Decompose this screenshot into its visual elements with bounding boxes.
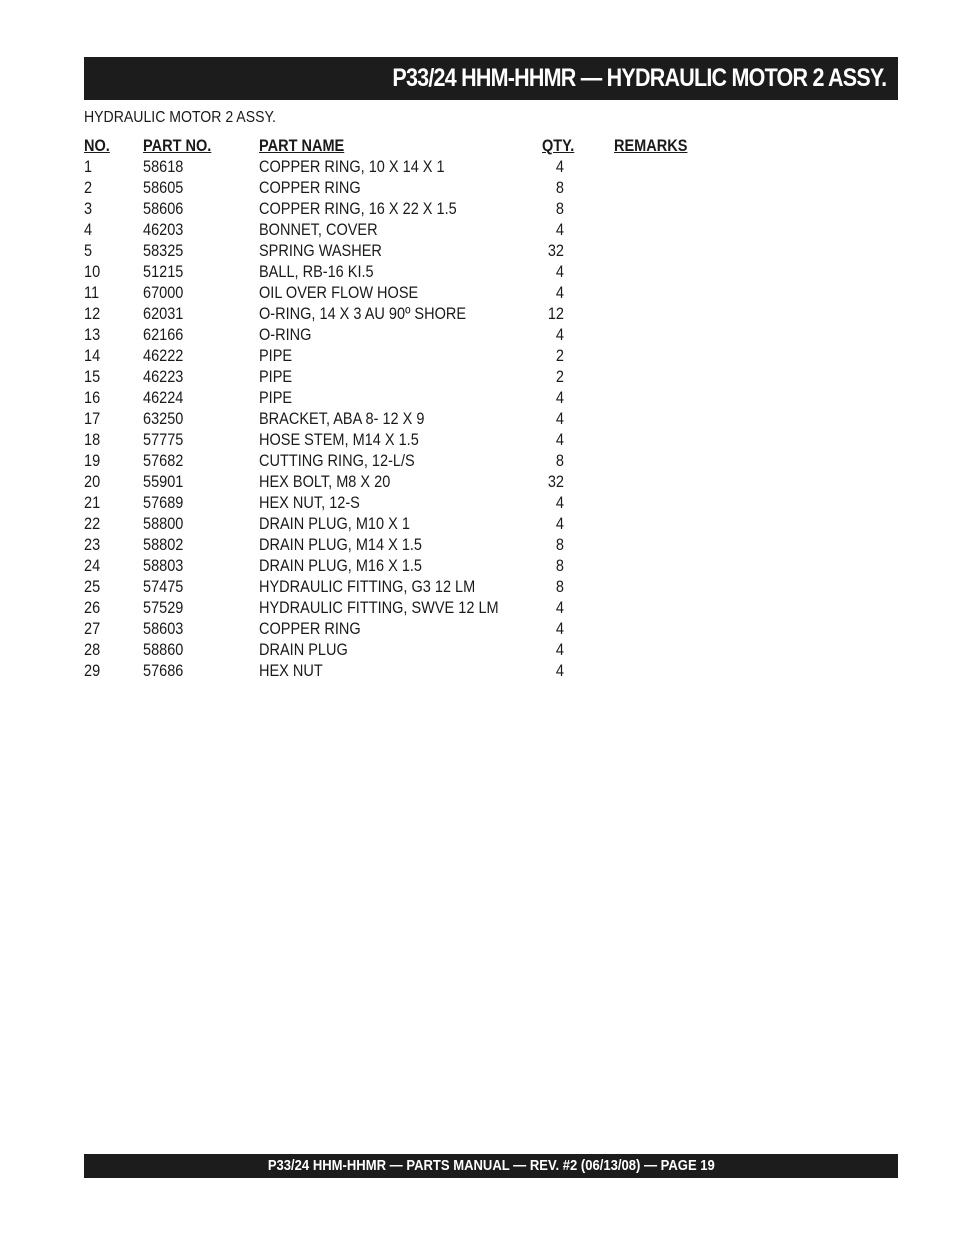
cell-part-name: PIPE <box>259 347 293 365</box>
cell-part-name: DRAIN PLUG, M14 X 1.5 <box>259 536 423 554</box>
footer-bar <box>84 1154 898 1178</box>
cell-no: 21 <box>84 494 101 512</box>
cell-part-no: 58325 <box>143 242 184 260</box>
table-row <box>84 241 724 262</box>
cell-part-no: 63250 <box>143 410 184 428</box>
column-header-part-no: PART NO. <box>143 137 212 155</box>
table-row <box>84 577 724 598</box>
table-row <box>84 157 724 178</box>
cell-no: 27 <box>84 620 101 638</box>
cell-no: 16 <box>84 389 101 407</box>
cell-part-name: HYDRAULIC FITTING, SWVE 12 LM <box>259 599 499 617</box>
cell-part-name: BRACKET, ABA 8- 12 X 9 <box>259 410 425 428</box>
cell-part-name: COPPER RING <box>259 179 361 197</box>
cell-part-name: HEX NUT, 12-S <box>259 494 360 512</box>
cell-qty: 8 <box>555 557 564 575</box>
cell-part-no: 57689 <box>143 494 184 512</box>
cell-no: 1 <box>84 158 93 176</box>
table-row <box>84 325 724 346</box>
cell-qty: 4 <box>555 158 564 176</box>
column-header-part-name: PART NAME <box>259 137 345 155</box>
cell-qty: 32 <box>547 473 564 491</box>
cell-no: 15 <box>84 368 101 386</box>
cell-part-no: 58803 <box>143 557 184 575</box>
cell-part-name: BONNET, COVER <box>259 221 378 239</box>
table-row <box>84 598 724 619</box>
cell-no: 22 <box>84 515 101 533</box>
cell-qty: 4 <box>555 284 564 302</box>
table-row <box>84 388 724 409</box>
cell-qty: 32 <box>547 242 564 260</box>
table-row <box>84 283 724 304</box>
cell-part-name: HEX NUT <box>259 662 323 680</box>
cell-no: 19 <box>84 452 101 470</box>
cell-part-name: OIL OVER FLOW HOSE <box>259 284 419 302</box>
table-row <box>84 430 724 451</box>
cell-no: 14 <box>84 347 101 365</box>
cell-part-name: PIPE <box>259 368 293 386</box>
table-row <box>84 346 724 367</box>
cell-qty: 4 <box>555 620 564 638</box>
table-row <box>84 199 724 220</box>
cell-part-no: 57686 <box>143 662 184 680</box>
cell-part-no: 58618 <box>143 158 184 176</box>
cell-qty: 4 <box>555 263 564 281</box>
table-body <box>84 157 724 682</box>
cell-no: 26 <box>84 599 101 617</box>
table-row <box>84 619 724 640</box>
cell-part-no: 67000 <box>143 284 184 302</box>
cell-part-name: DRAIN PLUG <box>259 641 348 659</box>
cell-part-name: O-RING <box>259 326 312 344</box>
cell-qty: 4 <box>555 431 564 449</box>
cell-part-name: PIPE <box>259 389 293 407</box>
cell-qty: 2 <box>555 347 564 365</box>
cell-part-name: DRAIN PLUG, M10 X 1 <box>259 515 410 533</box>
table-row <box>84 178 724 199</box>
cell-qty: 8 <box>555 200 564 218</box>
cell-no: 24 <box>84 557 101 575</box>
cell-part-no: 57475 <box>143 578 184 596</box>
footer-text: P33/24 HHM-HHMR — PARTS MANUAL — REV. #2 (06/13/08) — PAGE 19 <box>267 1158 715 1174</box>
cell-part-name: O-RING, 14 X 3 AU 90º SHORE <box>259 305 467 323</box>
cell-qty: 8 <box>555 578 564 596</box>
cell-part-name: HOSE STEM, M14 X 1.5 <box>259 431 419 449</box>
cell-no: 5 <box>84 242 93 260</box>
table-row <box>84 262 724 283</box>
cell-qty: 4 <box>555 662 564 680</box>
cell-no: 10 <box>84 263 101 281</box>
table-row <box>84 367 724 388</box>
table-row <box>84 556 724 577</box>
cell-qty: 8 <box>555 452 564 470</box>
cell-part-no: 57529 <box>143 599 184 617</box>
column-header-qty: QTY. <box>542 137 575 155</box>
cell-qty: 8 <box>555 179 564 197</box>
cell-part-no: 57682 <box>143 452 184 470</box>
cell-qty: 4 <box>555 515 564 533</box>
cell-part-no: 46203 <box>143 221 184 239</box>
cell-qty: 2 <box>555 368 564 386</box>
table-row <box>84 472 724 493</box>
cell-part-no: 58800 <box>143 515 184 533</box>
cell-part-no: 62166 <box>143 326 184 344</box>
cell-part-no: 58605 <box>143 179 184 197</box>
cell-no: 25 <box>84 578 101 596</box>
cell-qty: 4 <box>555 221 564 239</box>
section-title: HYDRAULIC MOTOR 2 ASSY. <box>84 109 276 126</box>
cell-part-name: HYDRAULIC FITTING, G3 12 LM <box>259 578 476 596</box>
cell-part-no: 57775 <box>143 431 184 449</box>
page-title-bar <box>84 57 898 100</box>
cell-no: 23 <box>84 536 101 554</box>
table-row <box>84 640 724 661</box>
cell-part-name: COPPER RING, 16 X 22 X 1.5 <box>259 200 457 218</box>
cell-part-name: BALL, RB-16 KI.5 <box>259 263 374 281</box>
cell-part-no: 58603 <box>143 620 184 638</box>
parts-table <box>84 136 724 682</box>
cell-part-name: CUTTING RING, 12-L/S <box>259 452 415 470</box>
cell-part-no: 62031 <box>143 305 184 323</box>
cell-no: 11 <box>84 284 100 302</box>
cell-qty: 4 <box>555 641 564 659</box>
table-row <box>84 493 724 514</box>
cell-part-no: 55901 <box>143 473 184 491</box>
cell-part-no: 58860 <box>143 641 184 659</box>
cell-part-no: 51215 <box>143 263 184 281</box>
cell-part-name: HEX BOLT, M8 X 20 <box>259 473 391 491</box>
cell-no: 2 <box>84 179 93 197</box>
cell-no: 29 <box>84 662 101 680</box>
cell-part-name: SPRING WASHER <box>259 242 382 260</box>
page-title: P33/24 HHM-HHMR — HYDRAULIC MOTOR 2 ASSY. <box>392 64 886 92</box>
table-row <box>84 514 724 535</box>
cell-no: 13 <box>84 326 101 344</box>
cell-no: 28 <box>84 641 101 659</box>
column-header-remarks: REMARKS <box>614 137 688 155</box>
table-row <box>84 220 724 241</box>
cell-part-no: 46224 <box>143 389 184 407</box>
cell-no: 17 <box>84 410 101 428</box>
cell-no: 3 <box>84 200 93 218</box>
cell-no: 12 <box>84 305 101 323</box>
cell-part-no: 58606 <box>143 200 184 218</box>
table-row <box>84 409 724 430</box>
cell-part-no: 46223 <box>143 368 184 386</box>
cell-no: 4 <box>84 221 93 239</box>
cell-part-name: COPPER RING <box>259 620 361 638</box>
cell-part-name: COPPER RING, 10 X 14 X 1 <box>259 158 445 176</box>
column-header-no: NO. <box>84 137 110 155</box>
cell-no: 20 <box>84 473 101 491</box>
cell-part-no: 58802 <box>143 536 184 554</box>
table-row <box>84 304 724 325</box>
cell-qty: 4 <box>555 326 564 344</box>
cell-qty: 12 <box>547 305 564 323</box>
cell-qty: 4 <box>555 410 564 428</box>
table-row <box>84 451 724 472</box>
cell-qty: 4 <box>555 494 564 512</box>
cell-qty: 4 <box>555 599 564 617</box>
table-header-row <box>84 136 724 157</box>
table-row <box>84 535 724 556</box>
cell-no: 18 <box>84 431 101 449</box>
cell-qty: 4 <box>555 389 564 407</box>
cell-part-name: DRAIN PLUG, M16 X 1.5 <box>259 557 423 575</box>
cell-qty: 8 <box>555 536 564 554</box>
table-row <box>84 661 724 682</box>
cell-part-no: 46222 <box>143 347 184 365</box>
